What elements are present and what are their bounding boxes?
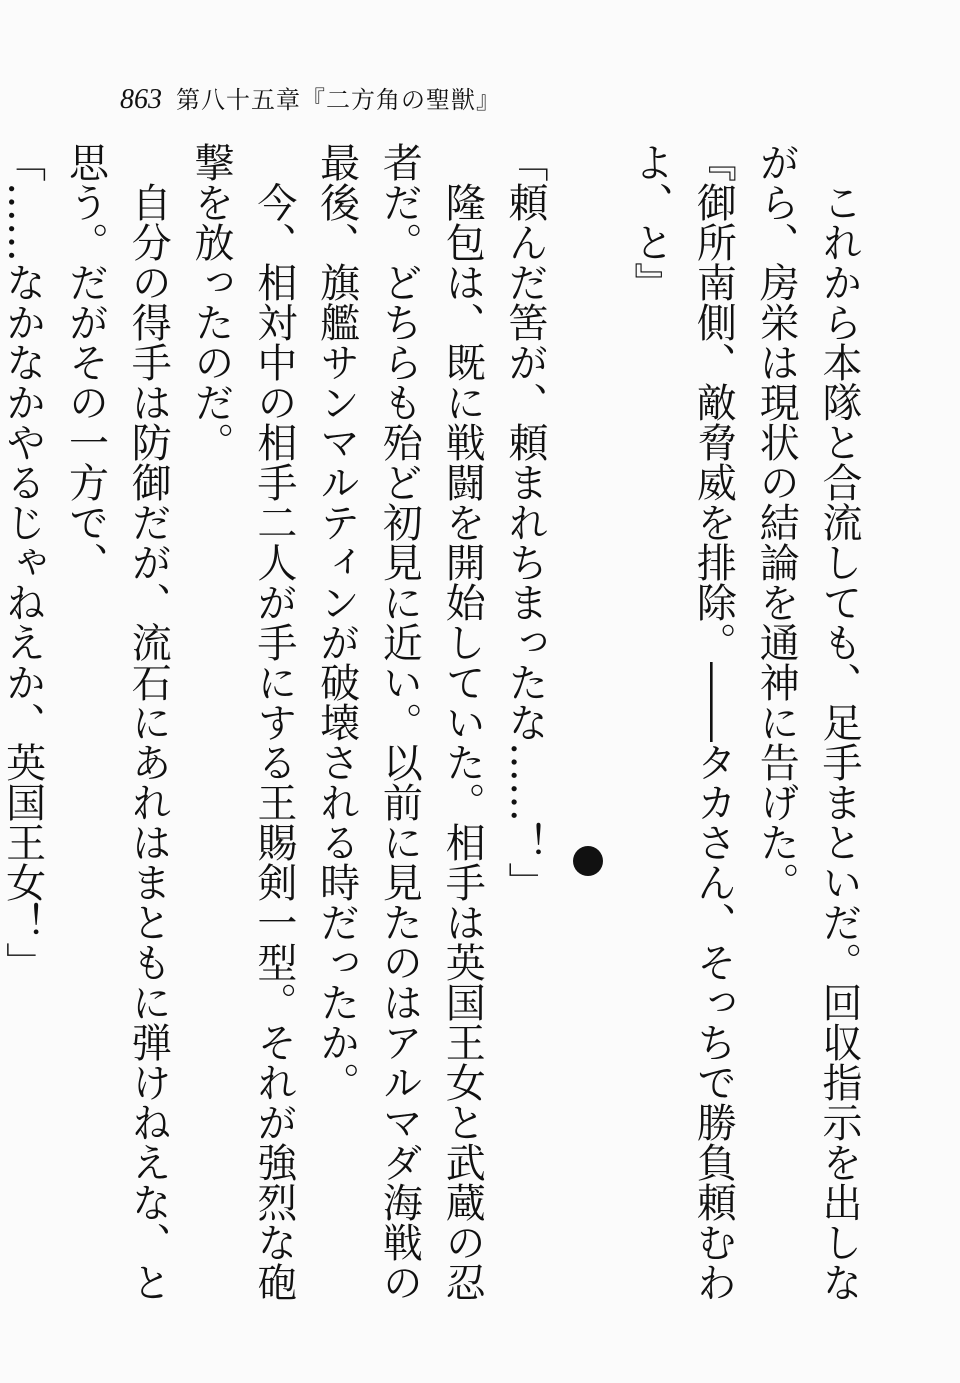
paragraph: 隆包は、既に戦闘を開始していた。相手は英国王女と武蔵の忍者だ。どちらも殆ど初見に近い。以前に見たのはアルマダ海戦の最後、旗艦サンマルティンが破壊される時だったか。 (313, 142, 486, 1302)
page-number: 863 (120, 84, 162, 115)
section-break (556, 142, 619, 1302)
running-header (120, 80, 501, 120)
chapter-title: 第八十五章『二方角の聖獣』 (176, 86, 501, 114)
body-text (0, 142, 870, 1302)
paragraph: 『御所南側、敵脅威を排除。――タカさん、そっちで勝負頼むわよ、と』 (627, 142, 737, 1302)
paragraph: 自分の得手は防御だが、流石にあれはまともに弾けねえな、と思う。だがその一方で、 (62, 142, 172, 1302)
paragraph: 「……なかなかやるじゃねえか、英国王女！」 (0, 142, 46, 982)
paragraph: 「頼んだ筈が、頼まれちまったな……！」 (502, 142, 549, 902)
paragraph: 今、相対中の相手二人が手にする王賜剣一型。それが強烈な砲撃を放ったのだ。 (188, 142, 297, 1302)
paragraph: これから本隊と合流しても、足手まといだ。回収指示を出しながら、房栄は現状の結論を通神に告げた。 (753, 142, 862, 1302)
section-dot-icon (573, 846, 603, 876)
